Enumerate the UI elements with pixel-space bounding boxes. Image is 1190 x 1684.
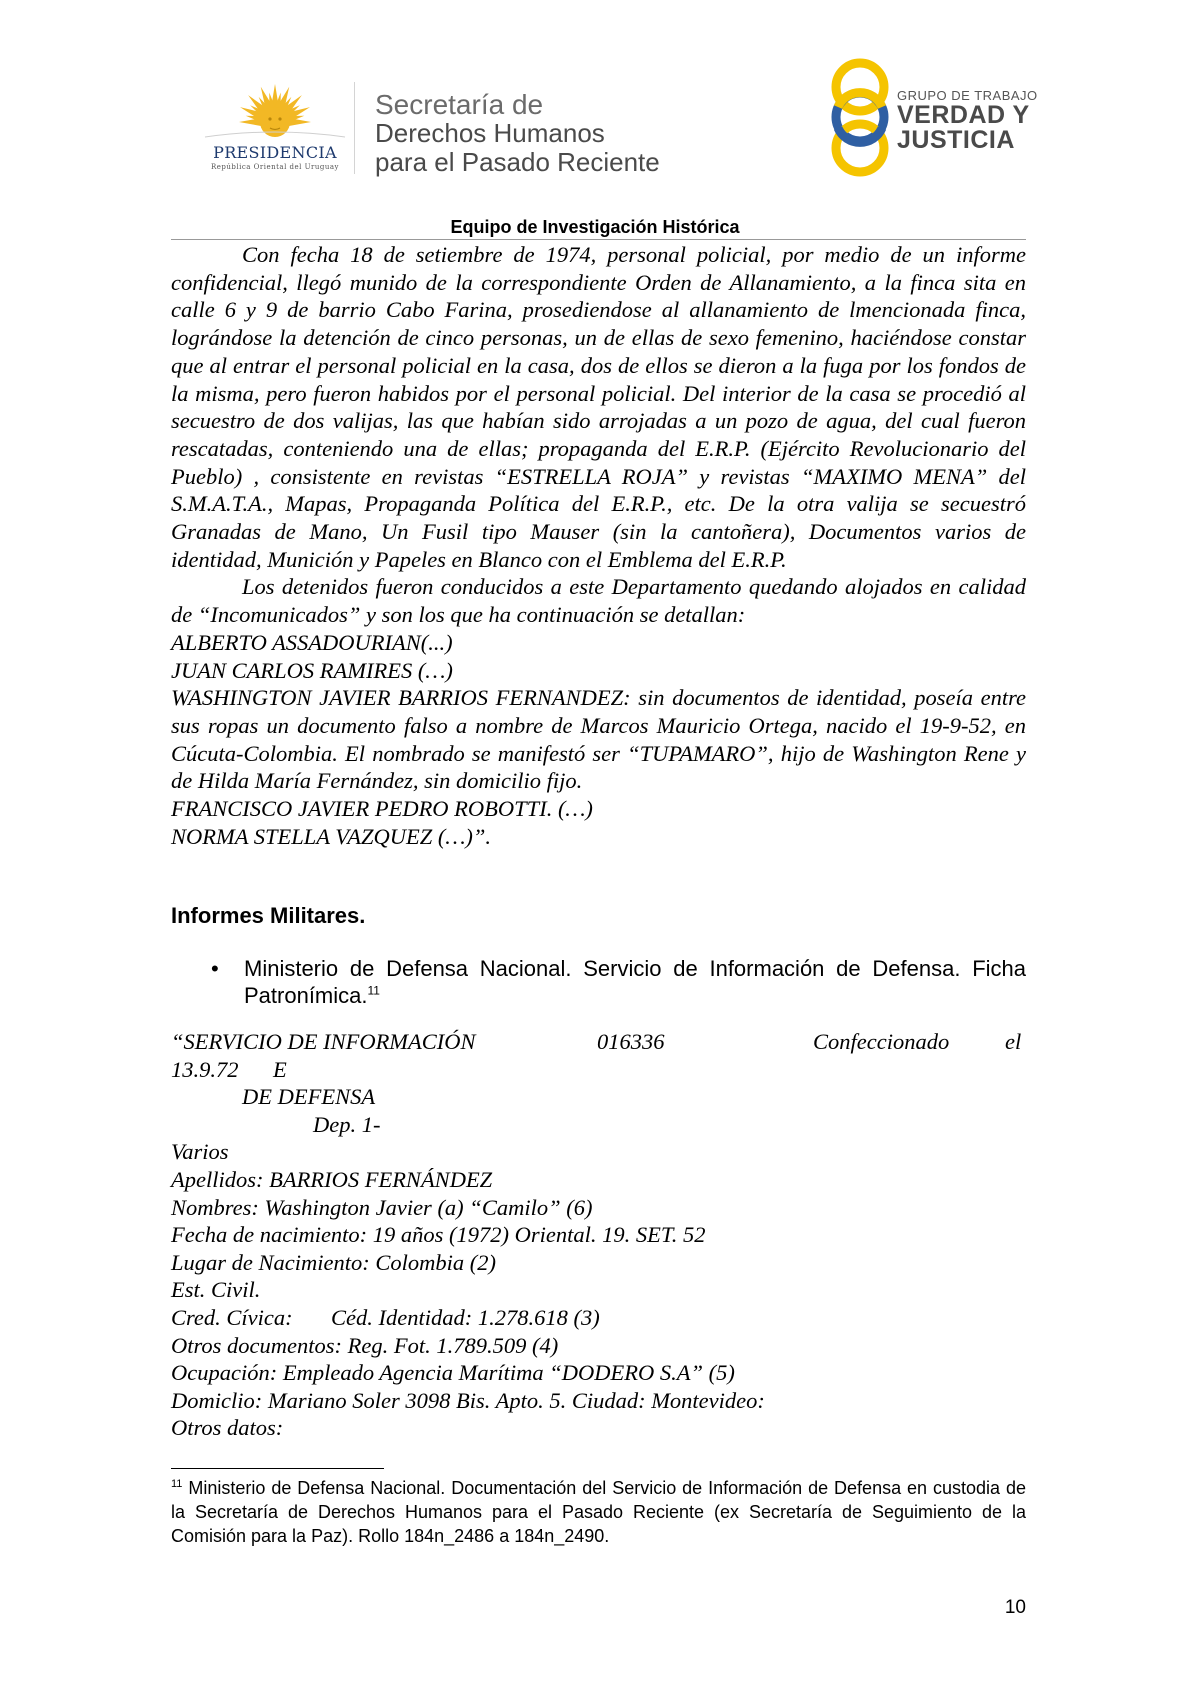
ficha-row-domicilio [171, 1387, 1026, 1415]
ficha-confeccionado: Confeccionado [813, 1029, 950, 1054]
ficha-row-otros-datos [171, 1414, 1026, 1442]
header-rule [171, 239, 1026, 240]
ficha-row-otros-documentos [171, 1332, 1026, 1360]
ficha-row-varios [171, 1138, 1026, 1166]
ficha-row-nombres [171, 1194, 1026, 1222]
paragraph-detenidos: Los detenidos fueron conducidos a este Departamento quedando alojados en calidad de “Incomunicados” y son los que ha continuación se detallan: [171, 574, 1026, 628]
gtvj-title [897, 88, 1038, 153]
secretaria-line2: Derechos Humanos [375, 118, 605, 148]
ficha-row-cred [171, 1304, 1026, 1332]
bullet-dot-icon: • [211, 956, 219, 981]
ficha-de-defensa: DE DEFENSA [242, 1084, 376, 1110]
footnote-text: Ministerio de Defensa Nacional. Documentación del Servicio de Información de Defensa en custodia de la Secretaría de Derechos Humanos para el Pasado Reciente (ex Secretaría de Seguimiento de la Comisión para la Paz). Rollo 184n_2486 a 184n_2490. [171, 1478, 1026, 1546]
ficha-nombres: Nombres: Washington Javier (a) “Camilo” (6) [171, 1194, 593, 1220]
ficha-ocupacion: Ocupación: Empleado Agencia Marítima “DODERO S.A” (5) [171, 1360, 735, 1386]
secretaria-line3: para el Pasado Reciente [375, 147, 660, 177]
bullet-label: Ministerio de Defensa Nacional. Servicio de Información de Defensa. Ficha Patronímica. [244, 956, 1026, 1008]
detainee-4: FRANCISCO JAVIER PEDRO ROBOTTI. (…) [171, 796, 593, 822]
gtvj-rings-logo [820, 55, 900, 180]
ficha-el: el [1005, 1029, 1022, 1054]
footnote-rule [171, 1468, 384, 1469]
gtvj-line1: GRUPO DE TRABAJO [897, 88, 1038, 103]
ficha-fecha: Fecha de nacimiento: 19 años (1972) Oriental. 19. SET. 52 [171, 1222, 706, 1248]
presidencia-name: PRESIDENCIA [213, 143, 337, 162]
ficha-row-defensa [171, 1083, 1026, 1111]
bullet-text [244, 955, 1026, 1009]
detainee-5: NORMA STELLA VAZQUEZ (…)”. [171, 823, 492, 849]
detainee-2: JUAN CARLOS RAMIRES (…) [171, 657, 453, 683]
ficha-row-lugar [171, 1249, 1026, 1277]
secretaria-line1: Secretaría de [375, 89, 544, 120]
ficha-number: 016336 [597, 1029, 665, 1054]
ficha-otros-datos: Otros datos: [171, 1415, 284, 1441]
ficha-otros-documentos: Otros documentos: Reg. Fot. 1.789.509 (4) [171, 1332, 559, 1358]
ficha-lugar: Lugar de Nacimiento: Colombia (2) [171, 1249, 496, 1275]
detainee-3: WASHINGTON JAVIER BARRIOS FERNANDEZ: sin documentos de identidad, poseía entre sus ropas un documento falso a nombre de Marcos Mauricio Ortega, nacido el 19-9-52, en Cúcuta-Colombia. El nombrado se manifestó ser “TUPAMARO”, hijo de Washington Rene y de Hilda María Fernández, sin domicilio fijo. [171, 685, 1026, 794]
presidencia-subtitle: República Oriental del Uruguay [210, 163, 340, 171]
footnote [171, 1476, 1026, 1548]
ficha-date: 13.9.72 [171, 1056, 239, 1082]
gtvj-line2: VERDAD Y [897, 101, 1030, 129]
ficha-row-est-civil [171, 1276, 1026, 1304]
ficha-domicilio: Domiclio: Mariano Soler 3098 Bis. Apto. 5. Ciudad: Montevideo: [171, 1387, 765, 1413]
ficha-est-civil: Est. Civil. [171, 1277, 261, 1303]
section-title: Informes Militares. [171, 903, 366, 928]
gtvj-line3: JUSTICIA [897, 126, 1015, 154]
footnote-ref[interactable]: 11 [367, 983, 380, 998]
ficha-row-ocupacion [171, 1359, 1026, 1387]
ficha-row-fecha [171, 1221, 1026, 1249]
ficha-row-dep [171, 1111, 1026, 1139]
page-number: 10 [1004, 1597, 1026, 1618]
ficha-dep: Dep. 1- [313, 1111, 381, 1137]
ficha-ced-identidad: Céd. Identidad: 1.278.618 (3) [331, 1304, 600, 1330]
secretaria-title [375, 90, 660, 177]
ficha-e: E [273, 1056, 287, 1082]
ficha-patronimica [171, 1028, 1026, 1442]
ficha-apellidos: Apellidos: BARRIOS FERNÁNDEZ [171, 1166, 493, 1192]
detainee-1: ALBERTO ASSADOURIAN(...) [171, 629, 453, 655]
footnote-number: 11 [171, 1478, 183, 1490]
paragraph-allanamiento: Con fecha 18 de setiembre de 1974, personal policial, por medio de un informe confidencial, llegó munido de la correspondiente Orden de Allanamiento, a la finca sita en calle 6 y 9 de barrio Cabo Farina, prosediendose al allanamiento de lmencionada finca, lográndose la detención de cinco personas, un de ellas de sexo femenino, haciéndose constar que al entrar el personal policial en la casa, dos de ellos se dieron a la fuga por los fondos de la misma, pero fueron habidos por el personal policial. Del interior de la casa se procedió al secuestro de dos valijas, las que habían sido arrojadas a un pozo de agua, del cual fueron rescatadas, conteniendo una de ellas; propaganda del E.R.P. (Ejército Revolucionario del Pueblo) , consistente en revistas “ESTRELLA ROJA” y revistas “MAXIMO MENA” del S.M.A.T.A., Mapas, Propaganda Política del E.R.P., etc. De la otra valija se secuestró Granadas de Mano, Un Fusil tipo Mauser (sin la cantoñera), Documentos varios de identidad, Munición y Papeles en Blanco con el Emblema del E.R.P. [171, 242, 1026, 572]
team-title: Equipo de Investigación Histórica [450, 217, 740, 237]
ficha-varios: Varios [171, 1139, 229, 1165]
ficha-row-apellidos [171, 1166, 1026, 1194]
ficha-row-date [171, 1056, 1026, 1084]
body-text [171, 241, 1026, 850]
ficha-row-servicio [171, 1028, 1026, 1056]
ficha-cred-civica: Cred. Cívica: [171, 1304, 293, 1330]
ficha-servicio: “SERVICIO DE INFORMACIÓN [171, 1029, 476, 1054]
